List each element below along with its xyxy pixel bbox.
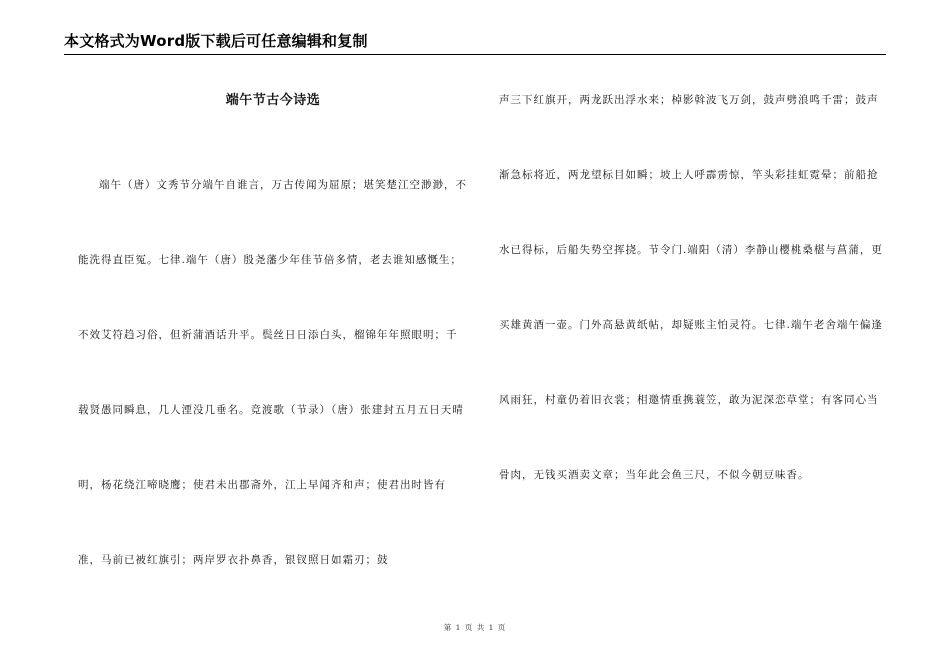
right-column-text: 声三下红旗开，两龙跃出浮水来；棹影斡波飞万剑，鼓声劈浪鸣千雷；鼓声渐急标将近，两龙望标目如瞬；坡上人呼霹雳惊，竿头彩挂虹霓晕；前船抢水已得标，后船失势空挥挠。节令门.端阳（清）李静山樱桃桑椹与菖蒲，更买雄黄酒一壶。门外高悬黄纸帖，却疑账主怕灵符。七律.端午老舍端午偏逢风雨狂，村童仍着旧衣裳；相邀情重携蓑笠，敢为泥深恋草堂；有客同心当骨肉，无钱买酒卖文章；当年此会鱼三尺，不似今朝豆味香。 xyxy=(499,94,883,481)
document-title: 端午节古今诗选 xyxy=(225,93,321,108)
left-column xyxy=(78,90,468,598)
left-column-text: 端午（唐）文秀节分端午自谁言，万古传闻为屈原；堪笑楚江空渺渺，不能洗得直臣冤。七律.端午（唐）殷尧藩少年佳节倍多情，老去谁知感慨生；不效艾符趋习俗，但祈蒲酒话升平。鬓丝日日添白头，榴锦年年照眼明；千载贤愚同瞬息，几人湮没几垂名。竞渡歌（节录）（唐）张建封五月五日天晴明，杨花绕江啼晓鹰；使君未出郡斋外，江上早闻齐和声；使君出时皆有准，马前已被红旗引；两岸罗衣扑鼻香，银钗照日如霜刃；鼓 xyxy=(78,179,467,566)
page-header: 本文格式为Word版下载后可任意编辑和复制 xyxy=(64,32,368,50)
header-divider xyxy=(64,54,886,55)
page-footer: 第 1 页 共 1 页 xyxy=(443,623,507,632)
right-column xyxy=(499,90,889,540)
